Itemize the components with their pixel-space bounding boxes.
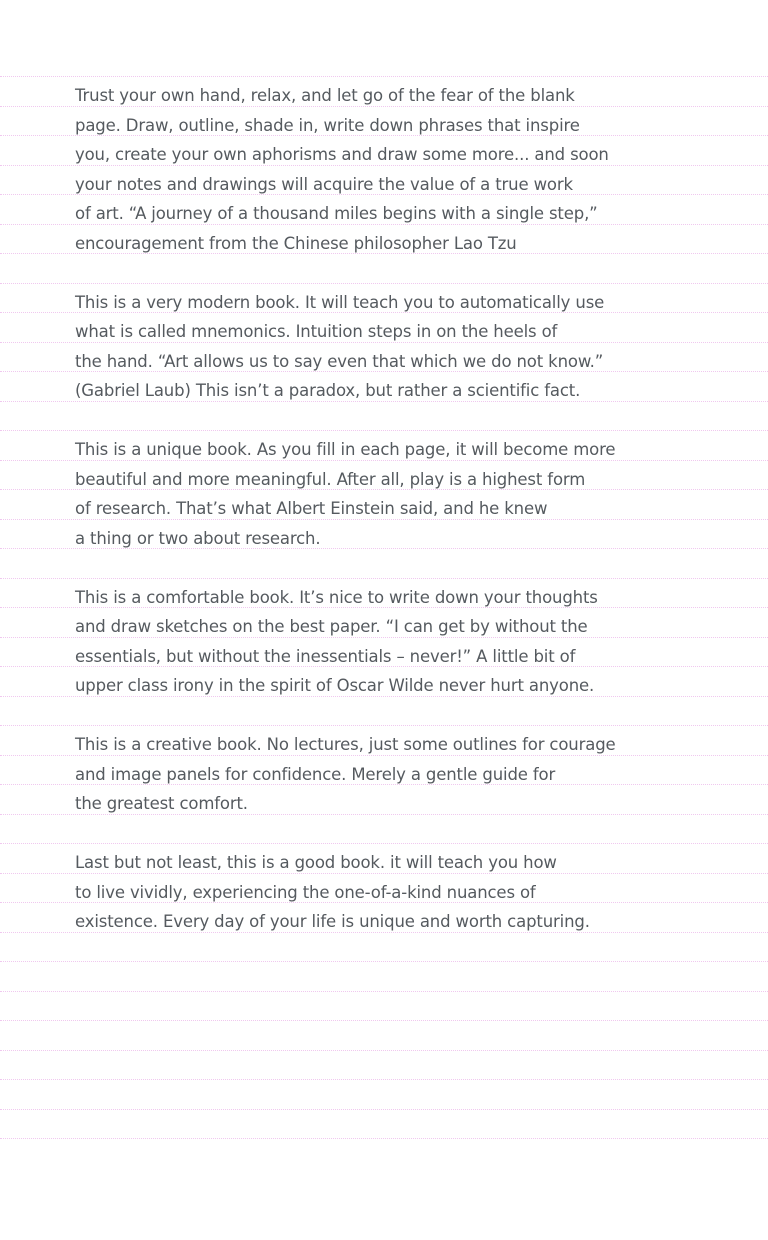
- text-line: your notes and drawings will acquire the value of a true work: [75, 174, 573, 194]
- text-line: and image panels for confidence. Merely a gentle guide for: [75, 764, 556, 784]
- text-line: to live vividly, experiencing the one-of-a-kind nuances of: [75, 882, 536, 902]
- ruled-line: [0, 1109, 768, 1110]
- text-line: This is a very modern book. It will teach you to automatically use: [75, 292, 605, 312]
- text-line: what is called mnemonics. Intuition steps in on the heels of: [75, 322, 558, 341]
- text-line: This is a unique book. As you fill in each page, it will become more: [75, 440, 616, 459]
- text-line: This is a comfortable book. It’s nice to write down your thoughts: [75, 587, 598, 607]
- text-line: encouragement from the Chinese philosopher Lao Tzu: [75, 233, 517, 253]
- ruled-line: [0, 1138, 768, 1139]
- paragraph-6: [75, 848, 715, 937]
- text-line: of research. That’s what Albert Einstein said, and he knew: [75, 499, 548, 518]
- text-line: Trust your own hand, relax, and let go of the fear of the blank: [75, 86, 575, 105]
- text-line: and draw sketches on the best paper. “I can get by without the: [75, 617, 588, 636]
- text-line: the hand. “Art allows us to say even that which we do not know.”: [75, 351, 604, 371]
- text-line: the greatest comfort.: [75, 794, 248, 813]
- text-line: of art. “A journey of a thousand miles begins with a single step,”: [75, 204, 598, 223]
- text-line: a thing or two about research.: [75, 528, 321, 548]
- ruled-line: [0, 1079, 768, 1080]
- text-line: upper class irony in the spirit of Oscar Wilde never hurt anyone.: [75, 676, 595, 695]
- ruled-line: [0, 1050, 768, 1051]
- paragraph-3: [75, 435, 715, 553]
- paragraph-2: [75, 288, 715, 406]
- text-line: This is a creative book. No lectures, just some outlines for courage: [75, 735, 616, 754]
- text-line: page. Draw, outline, shade in, write down phrases that inspire: [75, 115, 580, 135]
- text-line: Last but not least, this is a good book. it will teach you how: [75, 853, 557, 872]
- ruled-line: [0, 76, 768, 77]
- text-line: essentials, but without the inessentials – never!” A little bit of: [75, 646, 576, 666]
- text-block: [75, 81, 715, 966]
- ruled-line: [0, 1020, 768, 1021]
- text-line: beautiful and more meaningful. After all, play is a highest form: [75, 469, 586, 489]
- paragraph-1: [75, 81, 715, 258]
- text-line: you, create your own aphorisms and draw some more... and soon: [75, 145, 609, 164]
- paragraph-4: [75, 583, 715, 701]
- ruled-line: [0, 991, 768, 992]
- text-line: existence. Every day of your life is unique and worth capturing.: [75, 912, 590, 931]
- text-line: (Gabriel Laub) This isn’t a paradox, but rather a scientific fact.: [75, 381, 581, 400]
- paragraph-5: [75, 730, 715, 819]
